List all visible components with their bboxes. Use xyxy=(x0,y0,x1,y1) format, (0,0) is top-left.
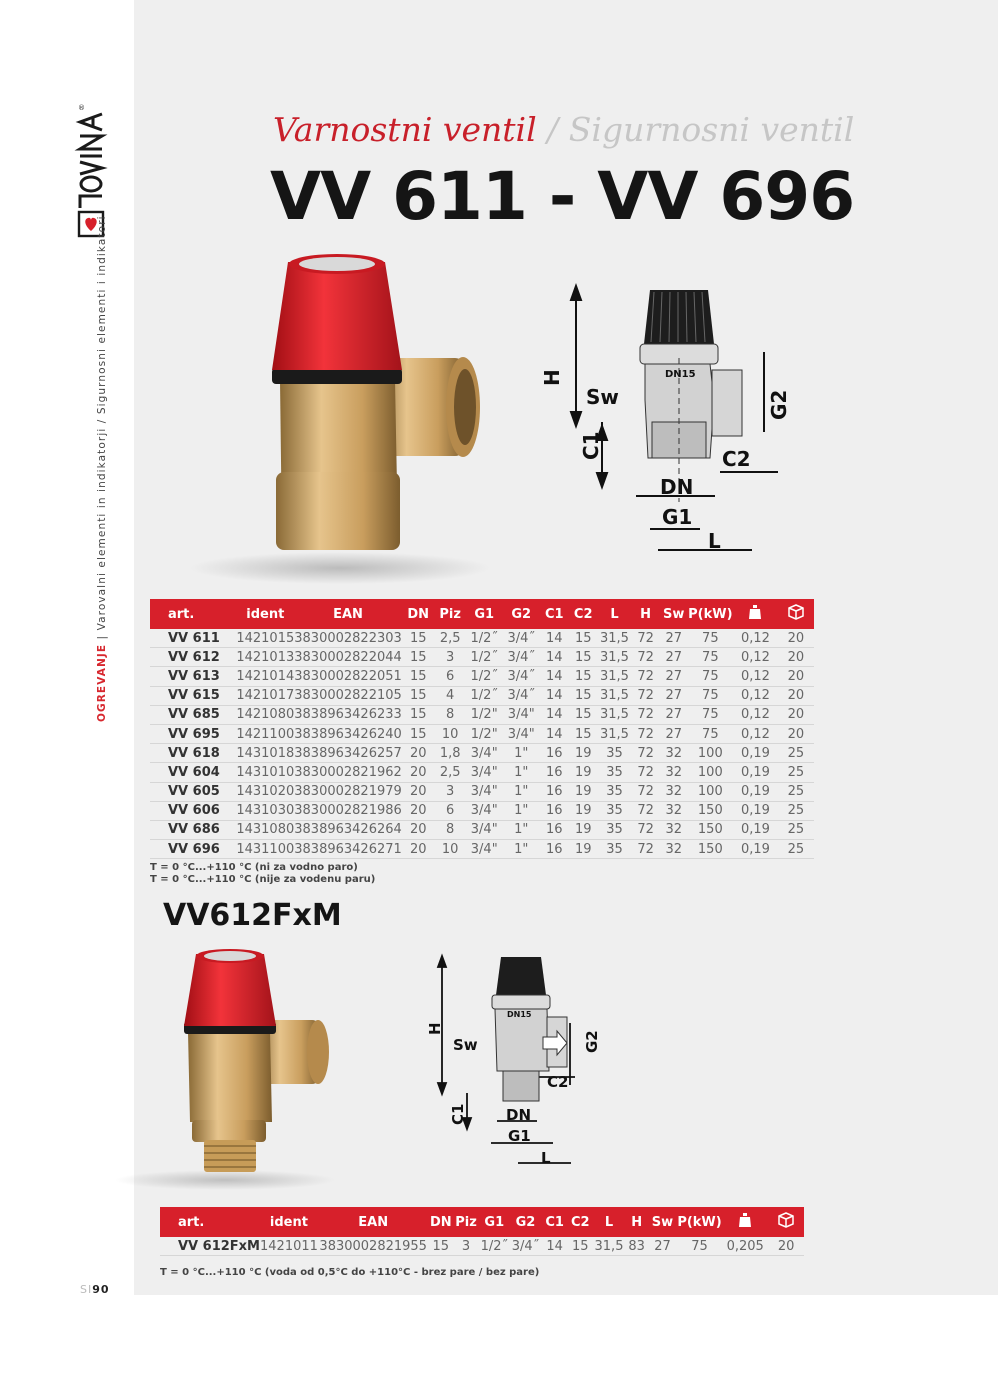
table-cell: 72 xyxy=(631,763,660,782)
table-cell: 0,12 xyxy=(733,705,777,724)
page-number: SI90 xyxy=(80,1283,110,1296)
table-cell: 0,19 xyxy=(733,801,777,820)
table-cell: 1/2˝ xyxy=(466,629,503,648)
table-row xyxy=(150,686,814,705)
table-cell: 14 xyxy=(540,686,569,705)
svg-text:C2: C2 xyxy=(547,1073,569,1091)
col-l: L xyxy=(593,1207,625,1237)
table-cell: 1421080 xyxy=(236,705,294,724)
table-cell: 150 xyxy=(687,820,733,839)
table-cell: 3/4" xyxy=(466,744,503,763)
table-cell: 19 xyxy=(569,763,598,782)
table-cell: 4 xyxy=(435,686,466,705)
table-cell: 20 xyxy=(402,744,435,763)
table-cell: 0,19 xyxy=(733,820,777,839)
table-cell: 16 xyxy=(540,820,569,839)
table-cell: 1" xyxy=(503,744,540,763)
col-c1: C1 xyxy=(541,1207,567,1237)
table-cell: 3/4" xyxy=(466,763,503,782)
table-cell: 1431080 xyxy=(236,820,294,839)
table-cell: 32 xyxy=(660,763,687,782)
table-cell: 1431030 xyxy=(236,801,294,820)
svg-text:L: L xyxy=(708,529,721,553)
table-cell: 3838963426271 xyxy=(294,840,402,859)
table-cell: 75 xyxy=(687,724,733,743)
table-cell: 3/4" xyxy=(466,840,503,859)
table-cell: 1/2˝ xyxy=(466,648,503,667)
table-cell: 3/4˝ xyxy=(510,1237,542,1256)
table-cell: 3830002821986 xyxy=(294,801,402,820)
table-cell: 20 xyxy=(778,724,814,743)
table-cell: 16 xyxy=(540,763,569,782)
table-cell: 3 xyxy=(435,648,466,667)
table-cell: 1431020 xyxy=(236,782,294,801)
table-row xyxy=(150,840,814,859)
table-cell: 1/2˝ xyxy=(466,667,503,686)
table-cell: 75 xyxy=(687,686,733,705)
col-g1: G1 xyxy=(466,599,503,629)
table-cell: 3/4˝ xyxy=(503,667,540,686)
article-cell: VV 612 xyxy=(150,648,236,667)
table-cell: 6 xyxy=(435,667,466,686)
col-sw: Sw xyxy=(648,1207,677,1237)
table-cell: 0,19 xyxy=(733,840,777,859)
col-dn: DN xyxy=(428,1207,453,1237)
table-cell: 1421015 xyxy=(236,629,294,648)
table-cell: 27 xyxy=(660,686,687,705)
table-row xyxy=(150,801,814,820)
table-cell: 31,5 xyxy=(593,1237,625,1256)
col-pkw: P(kW) xyxy=(687,599,733,629)
table-cell: 15 xyxy=(402,667,435,686)
table-cell: 10 xyxy=(435,724,466,743)
table-cell: 20 xyxy=(778,686,814,705)
table-cell: 14 xyxy=(541,1237,567,1256)
table-row xyxy=(150,705,814,724)
table-cell: 0,19 xyxy=(733,782,777,801)
table-cell: 3/4" xyxy=(466,801,503,820)
table-cell: 20 xyxy=(768,1237,804,1256)
table-cell: 100 xyxy=(687,763,733,782)
svg-text:G2: G2 xyxy=(583,1030,601,1053)
table-cell: 0,205 xyxy=(722,1237,768,1256)
table-row xyxy=(150,763,814,782)
svg-text:H: H xyxy=(540,369,564,386)
table-cell: 72 xyxy=(631,724,660,743)
section-title: VV612FxM xyxy=(163,898,342,933)
table-cell: 72 xyxy=(631,820,660,839)
table-cell: 35 xyxy=(598,782,632,801)
table-cell: 20 xyxy=(402,763,435,782)
svg-text:G1: G1 xyxy=(662,505,693,529)
table-cell: 3830002821979 xyxy=(294,782,402,801)
table-cell: 72 xyxy=(631,801,660,820)
col-c1: C1 xyxy=(540,599,569,629)
table-cell: 35 xyxy=(598,801,632,820)
table-cell: 3/4˝ xyxy=(503,686,540,705)
table-cell: 1431100 xyxy=(236,840,294,859)
note-line: T = 0 °C...+110 °C (nije za vodenu paru) xyxy=(150,874,376,885)
table-cell: 20 xyxy=(402,840,435,859)
table-cell: 3 xyxy=(435,782,466,801)
table-cell: 15 xyxy=(569,705,598,724)
spec-table-fxm xyxy=(160,1207,804,1256)
table-cell: 1421013 xyxy=(236,648,294,667)
table-cell: 19 xyxy=(569,782,598,801)
table-cell: 16 xyxy=(540,744,569,763)
table-cell: 3830002821955 xyxy=(318,1237,429,1256)
table-cell: 15 xyxy=(569,686,598,705)
svg-text:Sw: Sw xyxy=(453,1036,478,1054)
table-cell: 19 xyxy=(569,840,598,859)
table-cell: 1" xyxy=(503,801,540,820)
table-cell: 72 xyxy=(631,648,660,667)
table-cell: 19 xyxy=(569,820,598,839)
table-cell: 14 xyxy=(540,705,569,724)
table-cell: 2,5 xyxy=(435,629,466,648)
table-cell: 32 xyxy=(660,840,687,859)
table-cell: 15 xyxy=(402,648,435,667)
table-cell: 72 xyxy=(631,840,660,859)
col-ident: ident xyxy=(236,599,294,629)
weight-icon xyxy=(733,599,777,629)
table-cell: 14 xyxy=(540,667,569,686)
table-cell: 72 xyxy=(631,667,660,686)
table-cell: 27 xyxy=(660,705,687,724)
table-cell: 35 xyxy=(598,744,632,763)
package-icon xyxy=(768,1207,804,1237)
table-cell: 1/2˝ xyxy=(466,686,503,705)
table-cell: 72 xyxy=(631,629,660,648)
table-cell: 15 xyxy=(568,1237,593,1256)
table-cell: 3/4" xyxy=(466,820,503,839)
page-title: VV 611 - VV 696 xyxy=(270,158,855,235)
article-cell: VV 685 xyxy=(150,705,236,724)
table-cell: 3830002822303 xyxy=(294,629,402,648)
table-cell: 150 xyxy=(687,840,733,859)
table-cell: 0,12 xyxy=(733,648,777,667)
table-cell: 15 xyxy=(428,1237,453,1256)
table-cell: 72 xyxy=(631,705,660,724)
table-cell: 32 xyxy=(660,820,687,839)
table-cell: 27 xyxy=(660,629,687,648)
table-cell: 72 xyxy=(631,744,660,763)
table-cell: 3/4" xyxy=(503,724,540,743)
table-cell: 72 xyxy=(631,782,660,801)
table-cell: 1421017 xyxy=(236,686,294,705)
table-cell: 72 xyxy=(631,686,660,705)
table-cell: 15 xyxy=(569,629,598,648)
col-piz: Piz xyxy=(435,599,466,629)
technical-drawing xyxy=(540,282,791,567)
article-cell: VV 604 xyxy=(150,763,236,782)
caption-separator: | xyxy=(96,630,108,644)
table-cell: 3/4" xyxy=(503,705,540,724)
table-cell: 20 xyxy=(402,820,435,839)
col-ean: EAN xyxy=(318,1207,429,1237)
table-cell: 3/4˝ xyxy=(503,629,540,648)
col-dn: DN xyxy=(402,599,435,629)
table-cell: 1/2" xyxy=(466,724,503,743)
col-art: art. xyxy=(150,599,236,629)
table-cell: 3/4" xyxy=(466,782,503,801)
table-cell: 3838963426257 xyxy=(294,744,402,763)
svg-text:®: ® xyxy=(78,104,85,112)
table-cell: 25 xyxy=(778,820,814,839)
package-icon xyxy=(778,599,814,629)
table-cell: 19 xyxy=(569,801,598,820)
table-cell: 1/2" xyxy=(466,705,503,724)
table-cell: 1,8 xyxy=(435,744,466,763)
table-cell: 20 xyxy=(402,782,435,801)
table-cell: 150 xyxy=(687,801,733,820)
table-row xyxy=(150,629,814,648)
table-cell: 16 xyxy=(540,782,569,801)
table-cell: 75 xyxy=(687,705,733,724)
table-cell: 1/2˝ xyxy=(479,1237,510,1256)
table-cell: 3830002822051 xyxy=(294,667,402,686)
col-c2: C2 xyxy=(568,1207,593,1237)
article-cell: VV 606 xyxy=(150,801,236,820)
article-cell: VV 696 xyxy=(150,840,236,859)
table-cell: 10 xyxy=(435,840,466,859)
table-cell: 25 xyxy=(778,763,814,782)
safety-valve-photo xyxy=(180,240,500,590)
svg-text:DN: DN xyxy=(506,1106,532,1124)
table-cell: 1" xyxy=(503,763,540,782)
article-cell: VV 612FxM xyxy=(160,1237,260,1256)
table-cell: 3 xyxy=(453,1237,479,1256)
article-cell: VV 686 xyxy=(150,820,236,839)
article-cell: VV 605 xyxy=(150,782,236,801)
col-ean: EAN xyxy=(294,599,402,629)
col-g2: G2 xyxy=(510,1207,542,1237)
subtitle: Varnostni ventil / Sigurnosni ventil xyxy=(273,110,855,149)
table-cell: 15 xyxy=(402,705,435,724)
table-cell: 1421011 xyxy=(260,1237,318,1256)
col-sw: Sw xyxy=(660,599,687,629)
table-cell: 100 xyxy=(687,744,733,763)
table-row xyxy=(150,724,814,743)
col-g1: G1 xyxy=(479,1207,510,1237)
table-cell: 15 xyxy=(569,648,598,667)
caption-text: Varovalni elementi in indikatorji / Sigurnosni elementi i indikatori xyxy=(96,215,108,631)
table-cell: 25 xyxy=(778,782,814,801)
table-cell: 100 xyxy=(687,782,733,801)
table-cell: 16 xyxy=(540,840,569,859)
table-cell: 15 xyxy=(402,724,435,743)
table-cell: 31,5 xyxy=(598,724,632,743)
svg-text:G2: G2 xyxy=(767,389,791,420)
table-cell: 32 xyxy=(660,801,687,820)
table-cell: 25 xyxy=(778,744,814,763)
table-cell: 32 xyxy=(660,782,687,801)
table-row xyxy=(150,648,814,667)
table-cell: 14 xyxy=(540,724,569,743)
table-cell: 15 xyxy=(569,724,598,743)
table-cell: 14 xyxy=(540,629,569,648)
table-cell: 35 xyxy=(598,763,632,782)
table-cell: 19 xyxy=(569,744,598,763)
category-label: OGREVANJE xyxy=(96,643,108,722)
svg-text:G1: G1 xyxy=(508,1127,531,1145)
table-cell: 0,19 xyxy=(733,763,777,782)
svg-text:C2: C2 xyxy=(722,447,751,471)
table-cell: 75 xyxy=(687,648,733,667)
table-row xyxy=(160,1237,804,1256)
weight-icon xyxy=(722,1207,768,1237)
table-row xyxy=(150,667,814,686)
table-cell: 31,5 xyxy=(598,705,632,724)
safety-valve-fxm-photo xyxy=(110,940,340,1200)
table-cell: 14 xyxy=(540,648,569,667)
article-cell: VV 615 xyxy=(150,686,236,705)
table-cell: 75 xyxy=(687,667,733,686)
col-ident: ident xyxy=(260,1207,318,1237)
col-l: L xyxy=(598,599,632,629)
table-cell: 1431010 xyxy=(236,763,294,782)
table-cell: 27 xyxy=(660,648,687,667)
table-row xyxy=(150,744,814,763)
svg-text:C1: C1 xyxy=(449,1103,467,1125)
table-note-fxm: T = 0 °C...+110 °C (voda od 0,5°C do +110°C - brez pare / bez pare) xyxy=(160,1267,540,1278)
table-cell: 1431018 xyxy=(236,744,294,763)
table-row xyxy=(150,782,814,801)
table-cell: 35 xyxy=(598,820,632,839)
table-cell: 27 xyxy=(648,1237,677,1256)
table-row xyxy=(150,820,814,839)
table-cell: 75 xyxy=(687,629,733,648)
table-cell: 0,12 xyxy=(733,667,777,686)
col-art: art. xyxy=(160,1207,260,1237)
table-cell: 3830002821962 xyxy=(294,763,402,782)
table-cell: 2,5 xyxy=(435,763,466,782)
table-cell: 0,12 xyxy=(733,724,777,743)
table-cell: 31,5 xyxy=(598,667,632,686)
table-cell: 20 xyxy=(778,667,814,686)
table-cell: 31,5 xyxy=(598,629,632,648)
table-header-row xyxy=(150,599,814,629)
table-cell: 3830002822044 xyxy=(294,648,402,667)
table-cell: 20 xyxy=(778,629,814,648)
table-cell: 3838963426233 xyxy=(294,705,402,724)
svg-text:DN: DN xyxy=(660,475,694,499)
table-cell: 83 xyxy=(625,1237,648,1256)
table-notes xyxy=(150,862,375,886)
table-cell: 27 xyxy=(660,724,687,743)
svg-text:C1: C1 xyxy=(579,431,603,460)
svg-text:DN15: DN15 xyxy=(665,369,696,380)
table-cell: 1421014 xyxy=(236,667,294,686)
table-cell: 15 xyxy=(402,629,435,648)
table-cell: 16 xyxy=(540,801,569,820)
table-cell: 6 xyxy=(435,801,466,820)
table-cell: 20 xyxy=(778,648,814,667)
table-cell: 1" xyxy=(503,782,540,801)
svg-text:DN15: DN15 xyxy=(507,1010,532,1019)
table-cell: 1" xyxy=(503,820,540,839)
table-cell: 20 xyxy=(778,705,814,724)
article-cell: VV 611 xyxy=(150,629,236,648)
table-cell: 75 xyxy=(677,1237,722,1256)
svg-text:H: H xyxy=(426,1022,444,1035)
table-cell: 0,12 xyxy=(733,629,777,648)
table-header-row xyxy=(160,1207,804,1237)
svg-text:Sw: Sw xyxy=(586,385,619,409)
article-cell: VV 613 xyxy=(150,667,236,686)
col-pkw: P(kW) xyxy=(677,1207,722,1237)
table-cell: 27 xyxy=(660,667,687,686)
table-cell: 20 xyxy=(402,801,435,820)
article-cell: VV 618 xyxy=(150,744,236,763)
note-line: T = 0 °C...+110 °C (ni za vodno paro) xyxy=(150,862,358,873)
table-cell: 0,19 xyxy=(733,744,777,763)
technical-drawing-fxm xyxy=(425,953,610,1175)
table-cell: 25 xyxy=(778,801,814,820)
col-h: H xyxy=(631,599,660,629)
table-cell: 8 xyxy=(435,820,466,839)
table-cell: 25 xyxy=(778,840,814,859)
spec-table xyxy=(150,599,814,859)
table-cell: 32 xyxy=(660,744,687,763)
table-cell: 3838963426264 xyxy=(294,820,402,839)
col-c2: C2 xyxy=(569,599,598,629)
table-cell: 3830002822105 xyxy=(294,686,402,705)
table-cell: 1" xyxy=(503,840,540,859)
table-cell: 8 xyxy=(435,705,466,724)
table-cell: 3/4˝ xyxy=(503,648,540,667)
article-cell: VV 695 xyxy=(150,724,236,743)
col-piz: Piz xyxy=(453,1207,479,1237)
table-cell: 1421100 xyxy=(236,724,294,743)
table-cell: 31,5 xyxy=(598,648,632,667)
col-g2: G2 xyxy=(503,599,540,629)
table-cell: 15 xyxy=(569,667,598,686)
table-cell: 3838963426240 xyxy=(294,724,402,743)
table-cell: 35 xyxy=(598,840,632,859)
svg-text:L: L xyxy=(541,1149,551,1167)
table-cell: 31,5 xyxy=(598,686,632,705)
table-cell: 0,12 xyxy=(733,686,777,705)
side-caption xyxy=(96,215,108,722)
table-cell: 15 xyxy=(402,686,435,705)
col-h: H xyxy=(625,1207,648,1237)
